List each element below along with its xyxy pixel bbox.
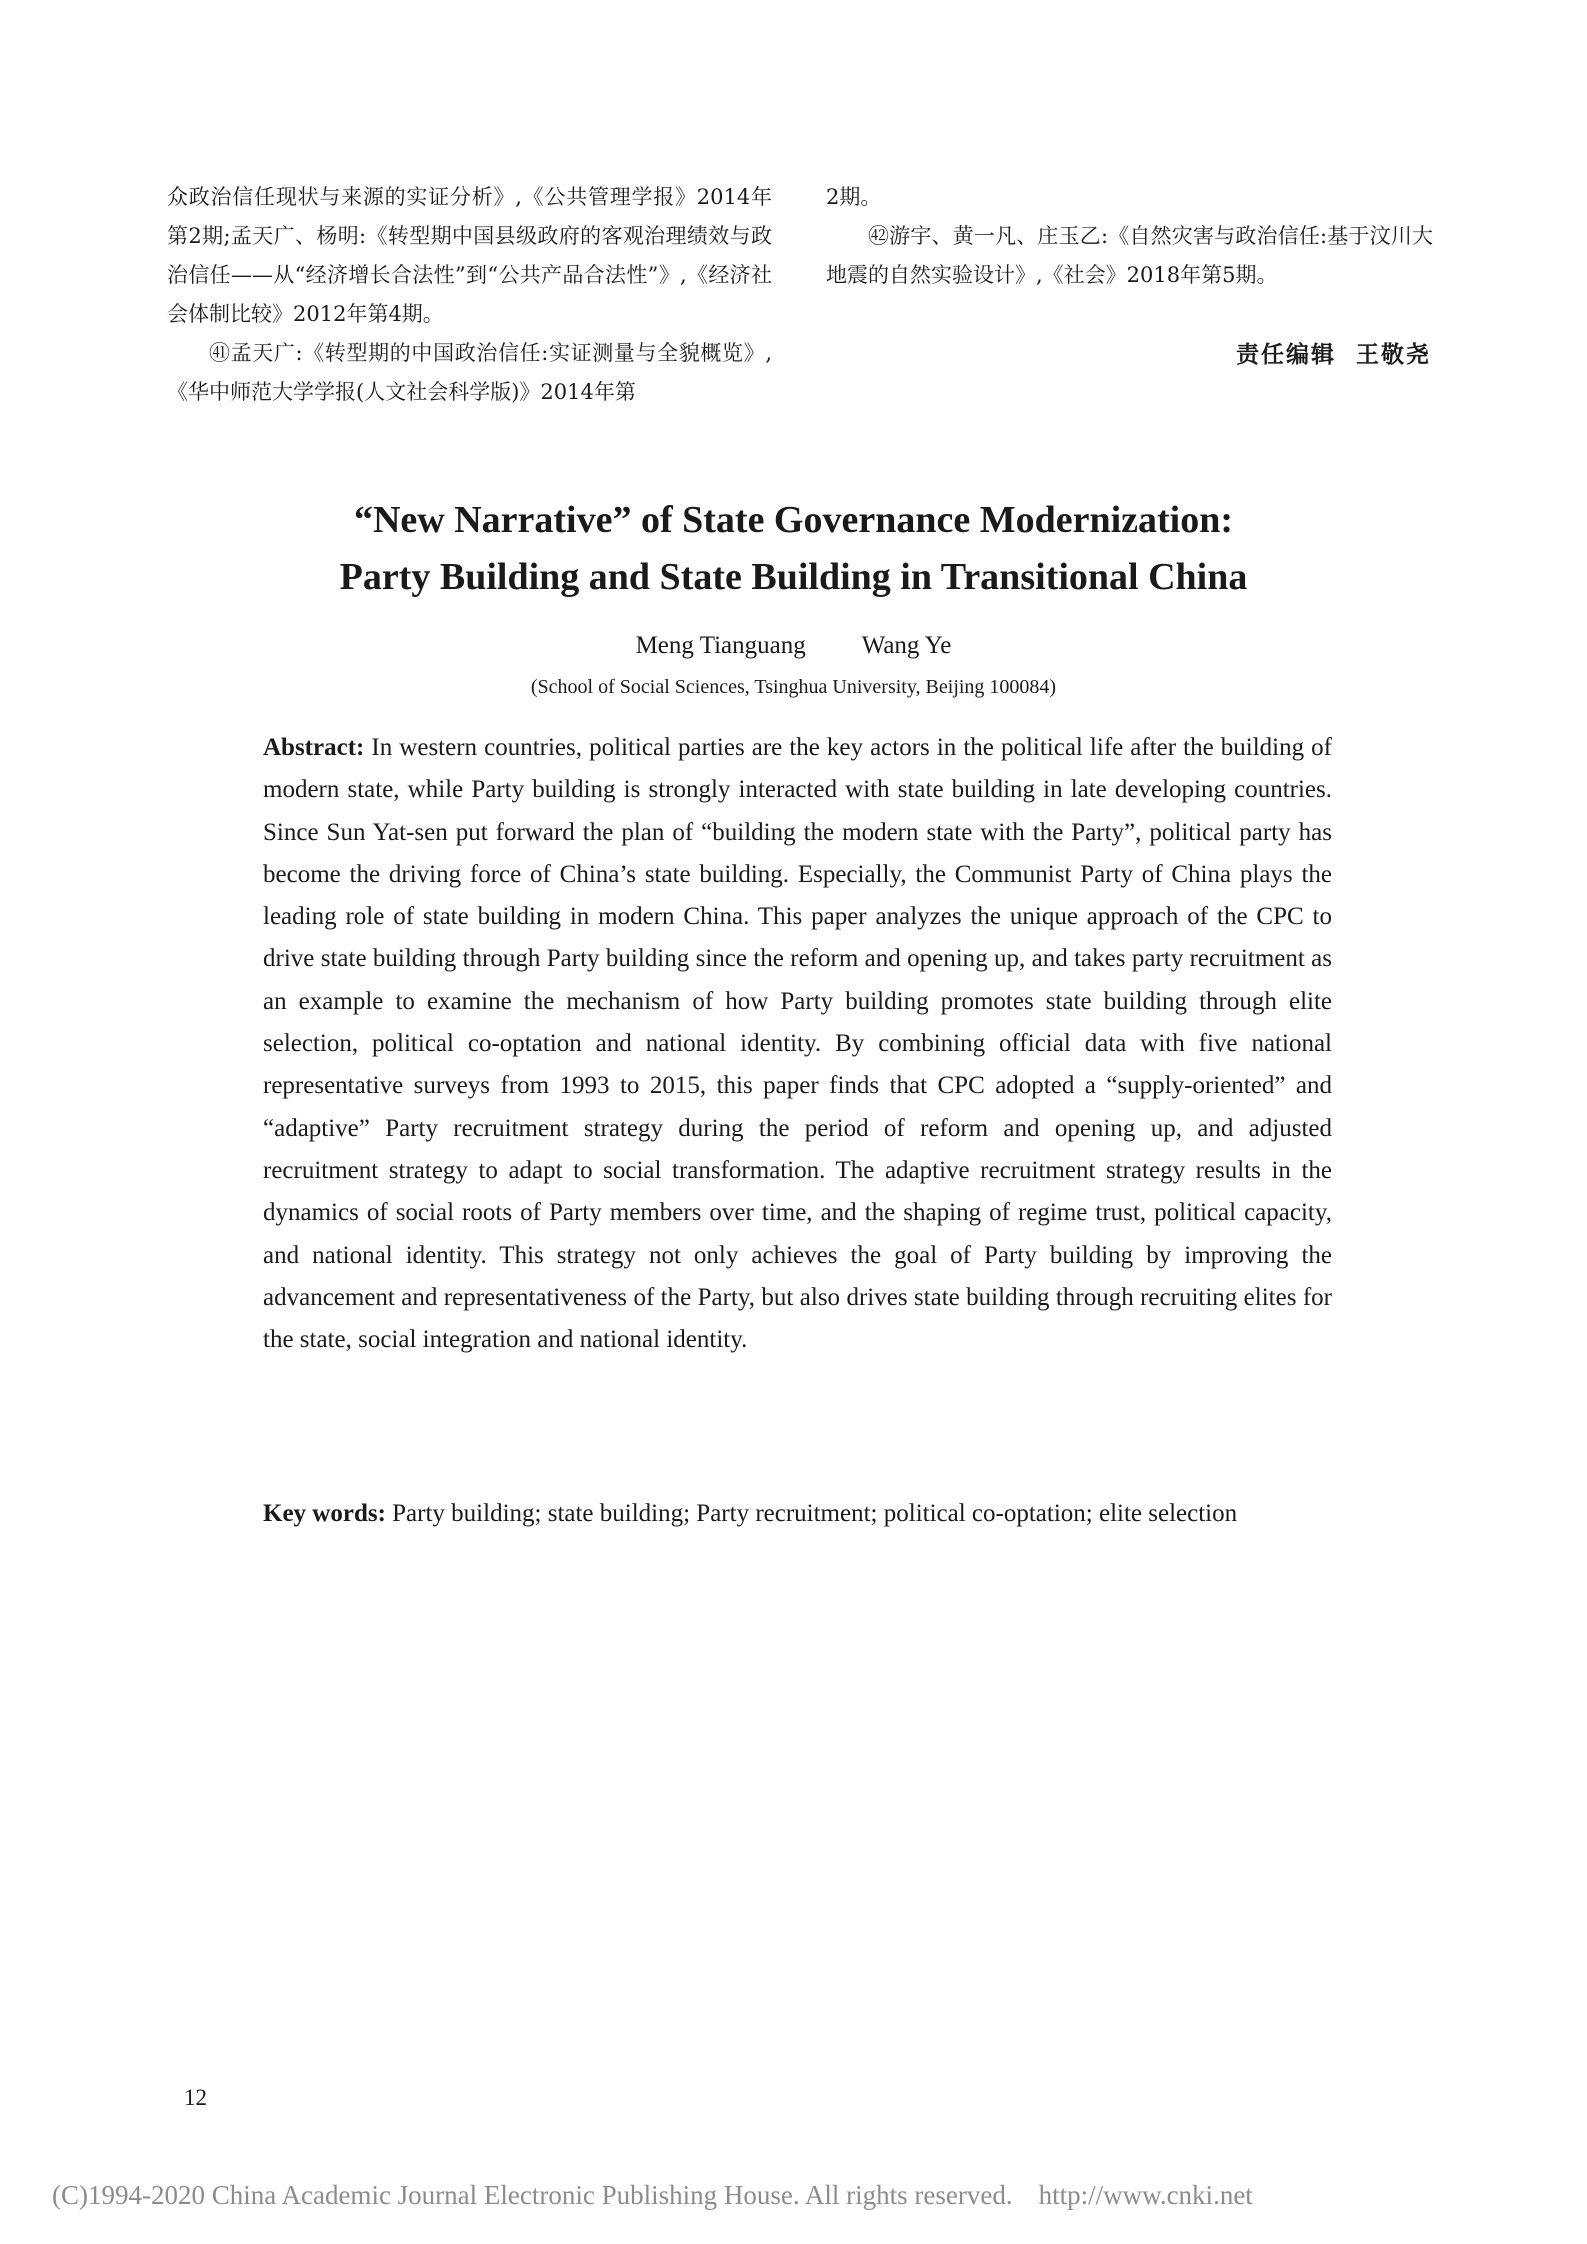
keywords — [263, 1493, 1332, 1535]
footnote-item: 2期。 — [826, 185, 882, 209]
author-name: Wang Ye — [861, 632, 952, 659]
article-title — [167, 492, 1420, 606]
footnotes-right-column — [826, 178, 1433, 295]
footnote-item: 众政治信任现状与来源的实证分析》,《公共管理学报》2014年第2期;孟天广、杨明:《转型期中国县级政府的客观治理绩效与政治信任——从“经济增长合法性”到“公共产品合法性”》,《经济社会体制比较》2012年第4期。 — [167, 185, 772, 326]
keywords-text: Party building; state building; Party recruitment; political co-optation; elite selection — [385, 1500, 1238, 1527]
responsible-editor: 责任编辑 王敬尧 — [1235, 342, 1431, 368]
abstract — [263, 727, 1332, 1361]
footnote-item: ㊷游宇、黄一凡、庄玉乙:《自然灾害与政治信任:基于汶川大地震的自然实验设计》,《社会》2018年第5期。 — [826, 224, 1433, 287]
footnotes-left-column — [167, 178, 772, 412]
abstract-label: Abstract: — [263, 734, 365, 761]
abstract-text: In western countries, political parties are the key actors in the political life after the building of modern state, while Party building is strongly interacted with state building in late developing countries. Since Sun Yat-sen put forward the plan of “building the modern state with the Party”, political party has become the driving force of China’s state building. Especially, the Communist Party of China plays the leading role of state building in modern China. This paper analyzes the unique approach of the CPC to drive state building through Party building since the reform and opening up, and takes party recruitment as an example to examine the mechanism of how Party building promotes state building through elite selection, political co-optation and national identity. By combining official data with five national representative surveys from 1993 to 2015, this paper finds that CPC adopted a “supply-oriented” and “adaptive” Party recruitment strategy during the period of reform and opening up, and adjusted recruitment strategy to adapt to social transformation. The adaptive recruitment strategy results in the dynamics of social roots of Party members over time, and the shaping of regime trust, political capacity, and national identity. This strategy not only achieves the goal of Party building by improving the advancement and representativeness of the Party, but also drives state building through recruiting elites for the state, social integration and national identity. — [263, 734, 1332, 1354]
copyright-url: http://www.cnki.net — [1038, 2180, 1253, 2210]
copyright-footer — [52, 2180, 1352, 2211]
title-line-2: Party Building and State Building in Transitional China — [339, 556, 1248, 598]
footnote-item: ㊶孟天广:《转型期的中国政治信任:实证测量与全貌概览》,《华中师范大学学报(人文社会科学版)》2014年第 — [167, 341, 772, 404]
authors — [167, 628, 1420, 664]
page-number: 12 — [184, 2085, 207, 2110]
keywords-label: Key words: — [263, 1500, 386, 1527]
author-name: Meng Tianguang — [635, 632, 806, 659]
title-line-1: “New Narrative” of State Governance Modernization: — [353, 499, 1234, 541]
author-affiliation: (School of Social Sciences, Tsinghua University, Beijing 100084) — [530, 676, 1057, 698]
copyright-text: (C)1994-2020 China Academic Journal Electronic Publishing House. All rights reserved. — [52, 2180, 1013, 2210]
